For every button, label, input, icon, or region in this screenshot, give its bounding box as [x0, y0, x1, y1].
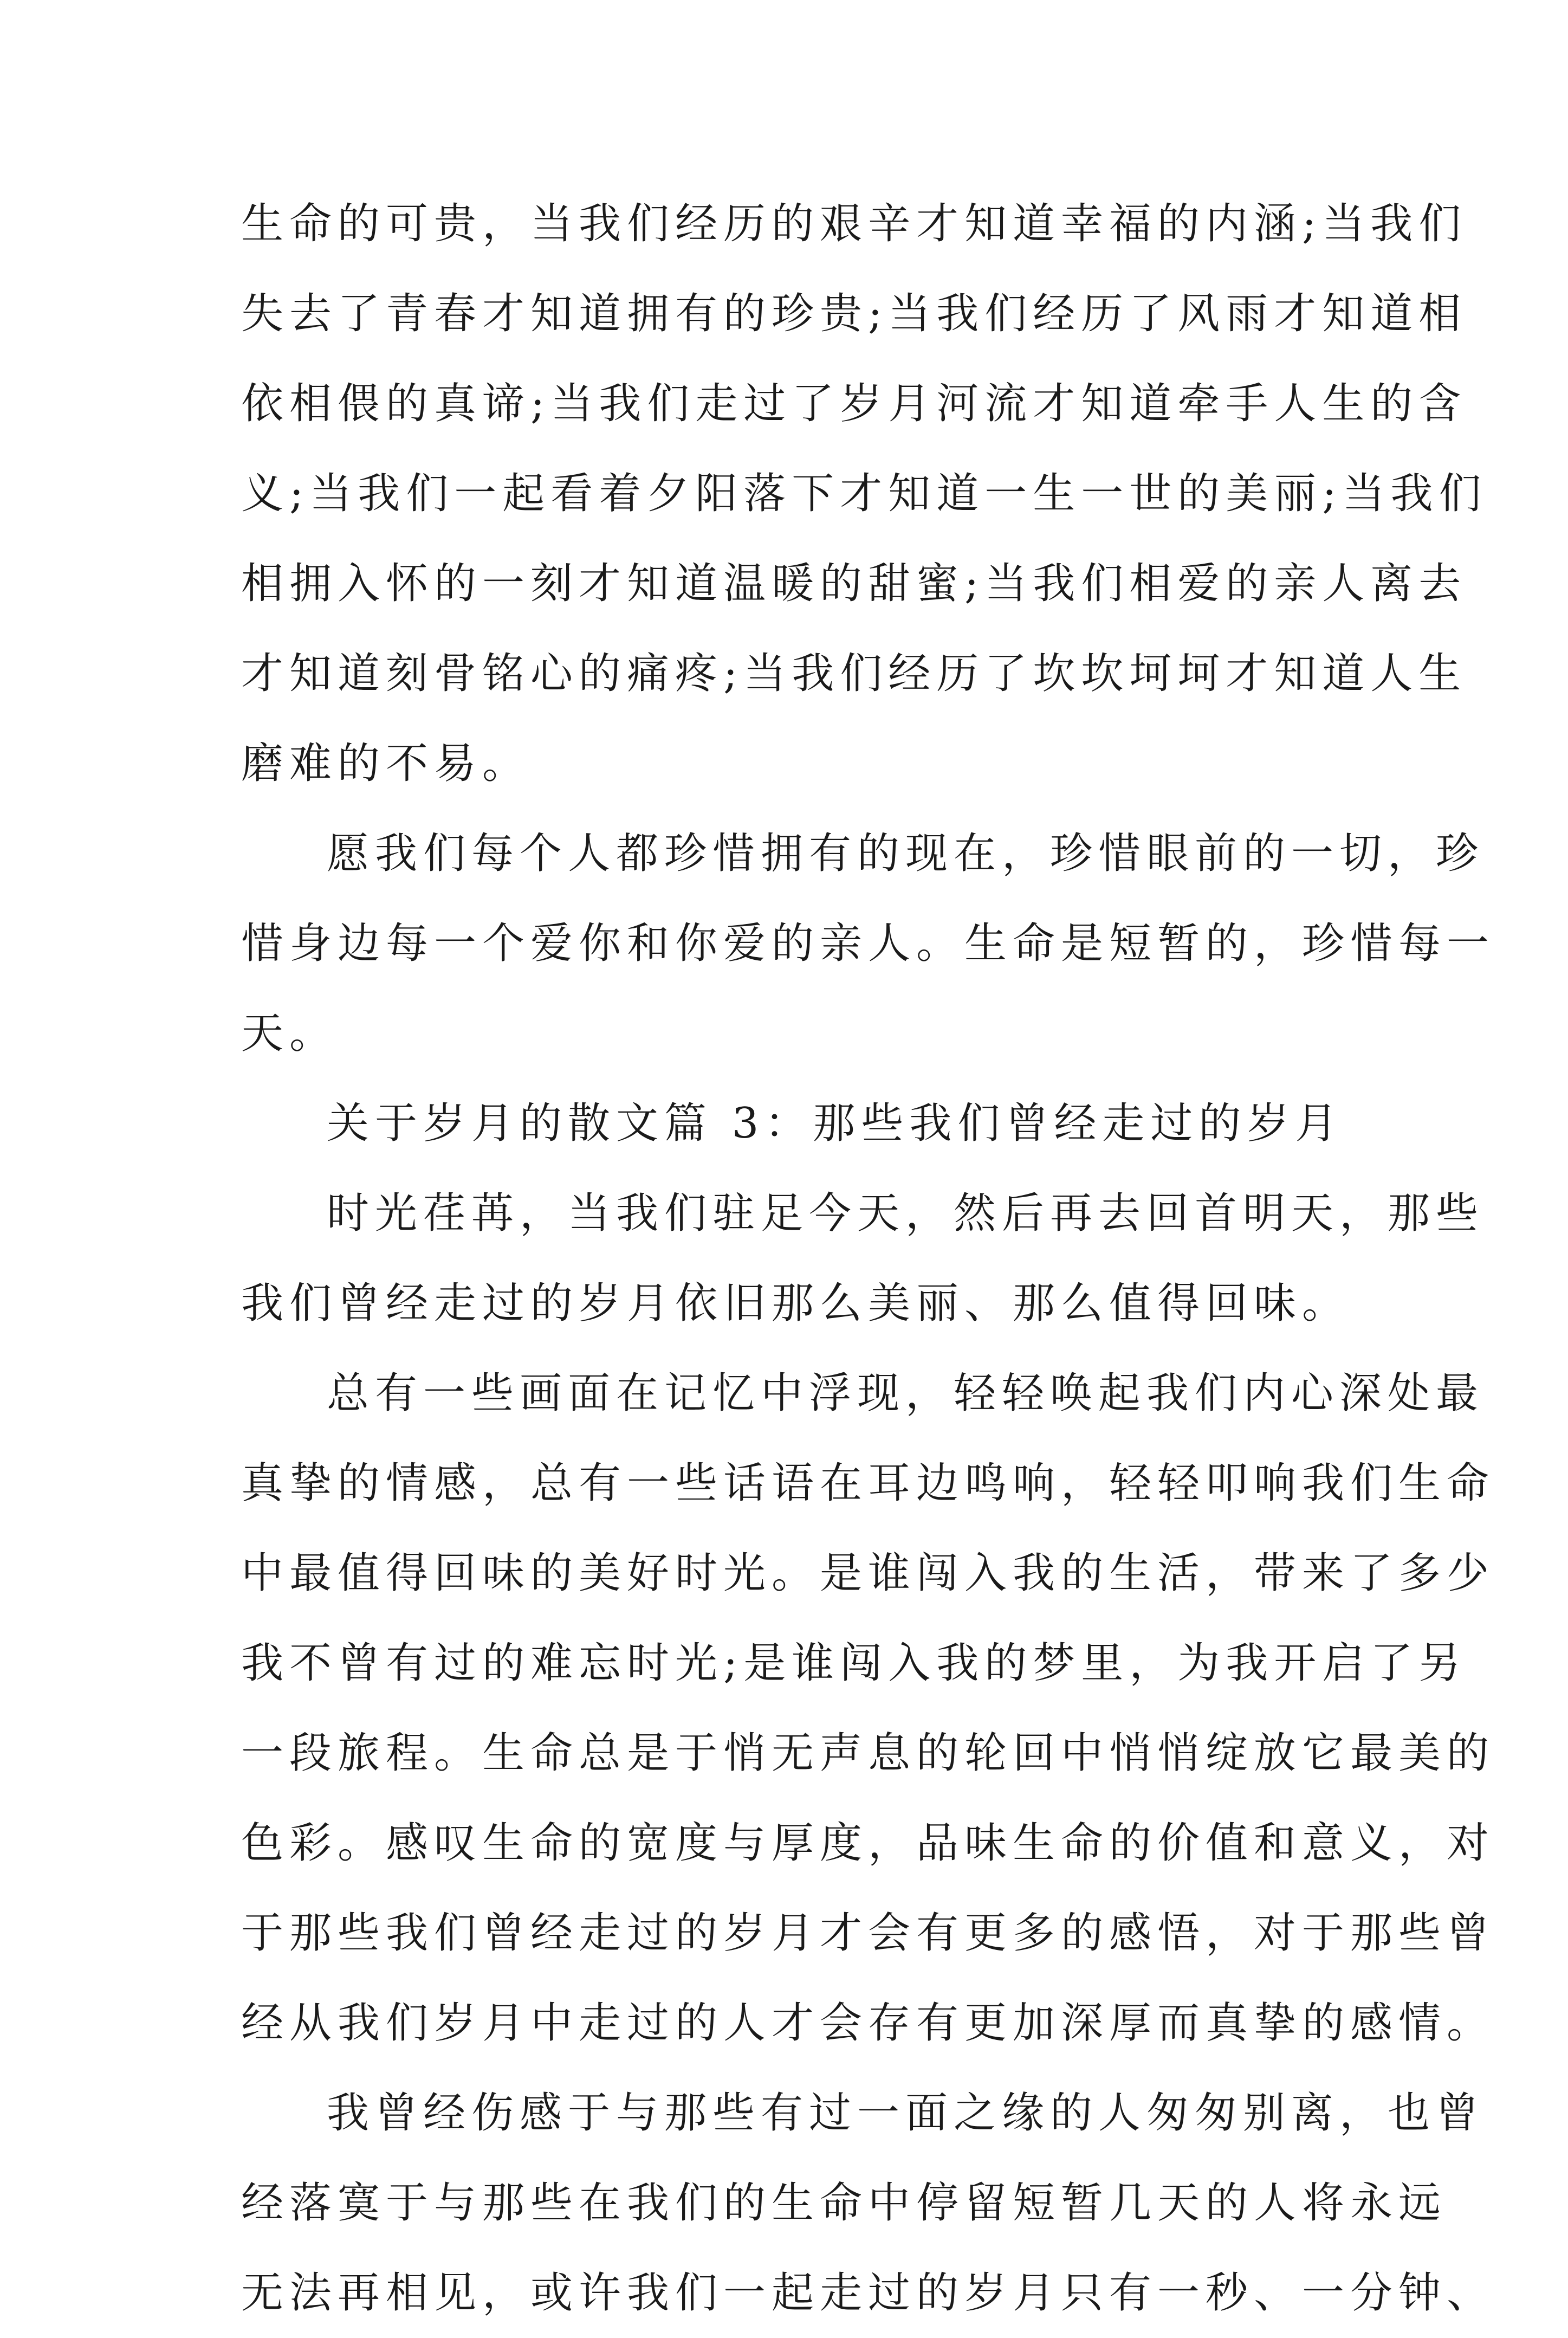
text-line: 愿我们每个人都珍惜拥有的现在，珍惜眼前的一切，珍 [327, 829, 1485, 878]
text-line: 我不曾有过的难忘时光;是谁闯入我的梦里，为我开启了另 [241, 1639, 1467, 1688]
text-line: 经从我们岁月中走过的人才会存有更加深厚而真挚的感情。 [241, 1999, 1495, 2048]
text-line: 中最值得回味的美好时光。是谁闯入我的生活，带来了多少 [241, 1549, 1495, 1598]
text-line: 于那些我们曾经走过的岁月才会有更多的感悟，对于那些曾 [241, 1909, 1495, 1958]
text-line: 失去了青春才知道拥有的珍贵;当我们经历了风雨才知道相 [241, 289, 1467, 338]
paragraph-3 [241, 1168, 1485, 1348]
text-line: 天。 [241, 1009, 338, 1058]
text-line: 磨难的不易。 [241, 739, 531, 788]
text-line: 我们曾经走过的岁月依旧那么美丽、那么值得回味。 [241, 1279, 1351, 1328]
text-line: 才知道刻骨铭心的痛疼;当我们经历了坎坎坷坷才知道人生 [241, 649, 1467, 698]
text-line: 色彩。感叹生命的宽度与厚度，品味生命的价值和意义，对 [241, 1819, 1495, 1868]
section-heading [241, 1078, 1344, 1168]
heading-line: 关于岁月的散文篇 3：那些我们曾经走过的岁月 [327, 1099, 1344, 1148]
paragraph-2 [241, 809, 1495, 1078]
paragraph-5 [241, 2068, 1495, 2338]
text-line: 时光荏苒，当我们驻足今天，然后再去回首明天，那些 [327, 1189, 1485, 1238]
text-line: 生命的可贵，当我们经历的艰辛才知道幸福的内涵;当我们 [241, 199, 1467, 248]
paragraph-4 [241, 1348, 1495, 2068]
document-body [241, 179, 1495, 2338]
text-line: 经落寞于与那些在我们的生命中停留短暂几天的人将永远 [241, 2179, 1447, 2227]
text-line: 相拥入怀的一刻才知道温暖的甜蜜;当我们相爱的亲人离去 [241, 559, 1467, 608]
text-line: 惜身边每一个爱你和你爱的亲人。生命是短暂的，珍惜每一 [241, 919, 1495, 968]
text-line: 真挚的情感，总有一些话语在耳边鸣响，轻轻叩响我们生命 [241, 1459, 1495, 1508]
text-line: 义;当我们一起看着夕阳落下才知道一生一世的美丽;当我们 [241, 469, 1487, 518]
text-line: 总有一些画面在记忆中浮现，轻轻唤起我们内心深处最 [327, 1369, 1485, 1418]
text-line: 我曾经伤感于与那些有过一面之缘的人匆匆别离，也曾 [327, 2089, 1485, 2137]
paragraph-1 [241, 179, 1487, 809]
text-line: 一段旅程。生命总是于悄无声息的轮回中悄悄绽放它最美的 [241, 1729, 1495, 1778]
text-line: 依相偎的真谛;当我们走过了岁月河流才知道牵手人生的含 [241, 379, 1467, 428]
text-line: 无法再相见，或许我们一起走过的岁月只有一秒、一分钟、 [241, 2269, 1495, 2317]
